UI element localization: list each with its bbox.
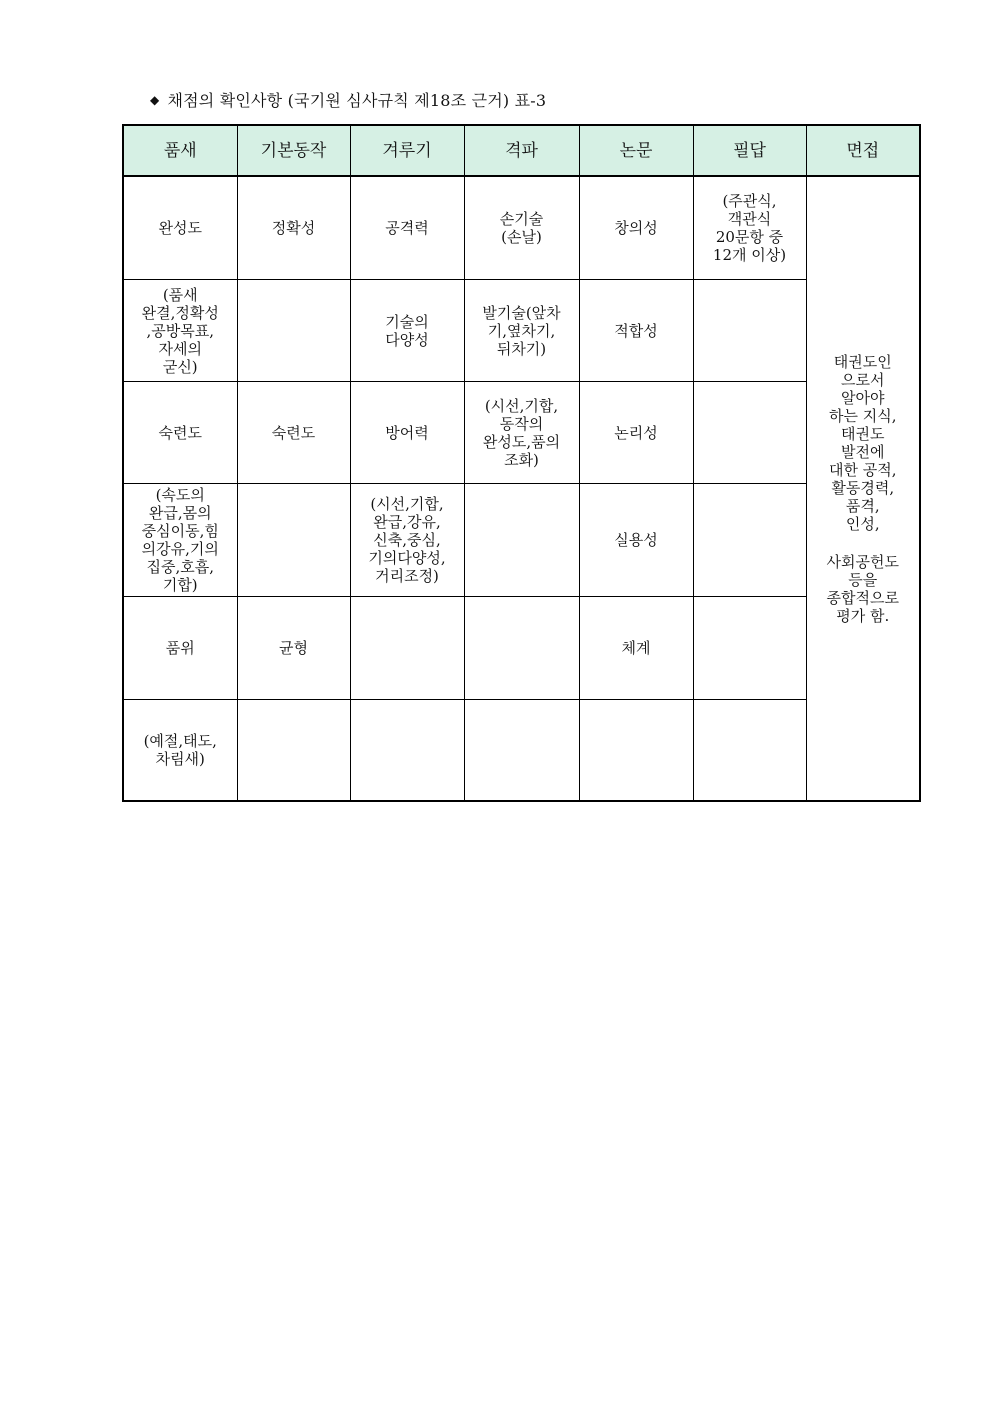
table-row (123, 700, 920, 802)
table-cell (693, 484, 806, 597)
table-row (123, 484, 920, 597)
cell-text-line: 완성도,품의 (482, 432, 561, 451)
cell-text-line: 객관식 (727, 210, 772, 228)
table-cell (237, 280, 350, 382)
cell-text-line: 기술의 (385, 312, 429, 331)
cell-text-line: 기,옆차기, (487, 321, 556, 340)
table-cell (237, 484, 350, 597)
cell-text-line: 20문항 중 (715, 228, 784, 246)
table-cell (579, 176, 693, 280)
interview-text-line: 으로서 (841, 370, 885, 389)
interview-text-line: 사회공헌도 (826, 552, 899, 571)
cell-text-line: 적합성 (614, 321, 658, 340)
cell-text-line: 기합) (162, 576, 198, 594)
header-cell-breaking: 격파 (464, 125, 579, 176)
diamond-bullet-icon: ◆ (150, 93, 160, 107)
table-cell (464, 597, 579, 700)
table-cell (579, 382, 693, 484)
cell-text-line: 체계 (621, 639, 651, 657)
table-caption (150, 88, 546, 111)
cell-text-line: 신축,중심, (373, 531, 441, 549)
cell-text-line: 차림새) (155, 750, 205, 768)
cell-text-line: 다양성 (385, 330, 429, 349)
cell-text-line: (예절,태도, (143, 732, 217, 750)
interview-text-line: 발전에 (841, 442, 885, 461)
cell-text-line: 집중,호흡, (146, 558, 214, 576)
cell-text-line: (손날) (501, 228, 542, 246)
cell-text-line: 논리성 (614, 423, 658, 442)
cell-text-line: 완급,몸의 (148, 504, 212, 522)
cell-text-line: 자세의 (158, 339, 202, 358)
table-cell (464, 700, 579, 802)
header-cell-interview: 면접 (806, 125, 920, 176)
cell-text-line: 기의다양성, (368, 549, 446, 567)
table-cell (693, 597, 806, 700)
cell-text-line: 품위 (165, 639, 195, 657)
cell-text-line: 발기술(앞차 (482, 303, 561, 322)
table-cell (237, 597, 350, 700)
table-cell (579, 280, 693, 382)
cell-text-line: 손기술 (499, 210, 544, 228)
table-cell (579, 484, 693, 597)
table-cell (350, 280, 464, 382)
table-cell (237, 382, 350, 484)
cell-text-line: 12개 이상) (712, 246, 787, 264)
cell-text-line: 조화) (504, 450, 539, 469)
interview-text-line: 인성, (845, 514, 880, 533)
table-cell (464, 280, 579, 382)
cell-text-line: 거리조정) (375, 567, 439, 585)
table-row (123, 176, 920, 280)
interview-text-line: 등을 (848, 570, 878, 589)
interview-text-line: 종합적으로 (826, 588, 899, 607)
cell-text-line: (시선,기합, (370, 495, 444, 513)
table-cell (693, 176, 806, 280)
interview-text-line: 평가 함. (836, 606, 890, 625)
table-cell (579, 597, 693, 700)
cell-text-line: 완급,강유, (373, 513, 441, 531)
header-cell-sparring: 겨루기 (350, 125, 464, 176)
table-cell (464, 382, 579, 484)
cell-text-line: 실용성 (614, 531, 658, 549)
cell-text-line: 정확성 (271, 219, 316, 237)
table-cell (464, 176, 579, 280)
interview-text-line: 품격, (845, 496, 880, 515)
cell-text-line: 중심이동,힘 (141, 522, 219, 540)
table-cell (693, 280, 806, 382)
table-cell (350, 597, 464, 700)
table-cell (237, 176, 350, 280)
interview-text-line: 태권도인 (833, 352, 892, 371)
table-cell (123, 176, 237, 280)
cell-text-line: ,공방목표, (146, 321, 214, 340)
cell-text-line: (속도의 (155, 486, 205, 504)
interview-criteria-cell (806, 176, 920, 801)
cell-text-line: 균형 (279, 639, 308, 657)
cell-text-line: 굳신) (162, 357, 198, 376)
cell-text-line: 뒤차기) (496, 339, 547, 358)
table-row (123, 597, 920, 700)
cell-text-line: 완성도 (158, 219, 202, 237)
interview-text-line: 하는 지식, (829, 406, 897, 425)
table-cell (693, 700, 806, 802)
interview-lines-group-1 (811, 353, 916, 533)
table-cell (350, 176, 464, 280)
table-cell (579, 700, 693, 802)
cell-text-line: 완결,정확성 (141, 303, 219, 322)
table-row (123, 280, 920, 382)
header-cell-written-test: 필답 (693, 125, 806, 176)
table-row (123, 382, 920, 484)
cell-text-line: 숙련도 (158, 423, 202, 442)
interview-text-line: 대한 공적, (829, 460, 897, 479)
table-cell (123, 280, 237, 382)
table-cell (123, 597, 237, 700)
cell-text-line: 숙련도 (271, 423, 316, 442)
table-cell (350, 382, 464, 484)
cell-text-line: 창의성 (614, 219, 658, 237)
cell-text-line: 공격력 (385, 219, 429, 237)
table-cell (123, 484, 237, 597)
table-cell (464, 484, 579, 597)
cell-text-line: (시선,기합, (484, 396, 559, 415)
table-cell (123, 382, 237, 484)
interview-lines-group-2 (811, 553, 916, 625)
cell-text-line: (주관식, (722, 192, 777, 210)
table-cell (237, 700, 350, 802)
header-cell-thesis: 논문 (579, 125, 693, 176)
header-cell-poomsae: 품새 (123, 125, 237, 176)
scoring-table (122, 124, 921, 802)
cell-text-line: (품새 (162, 285, 198, 304)
table-cell (350, 700, 464, 802)
table-cell (350, 484, 464, 597)
cell-text-line: 의강유,기의 (141, 540, 219, 558)
cell-text-line: 동작의 (499, 414, 544, 433)
caption-text: 채점의 확인사항 (국기원 심사규칙 제18조 근거) 표-3 (167, 91, 547, 110)
header-row (123, 125, 920, 176)
table-cell (123, 700, 237, 802)
header-cell-basic-moves: 기본동작 (237, 125, 350, 176)
interview-text-line: 태권도 (841, 424, 885, 443)
interview-text-line: 활동경력, (831, 478, 895, 497)
table-cell (693, 382, 806, 484)
interview-text-line: 알아야 (841, 388, 885, 407)
cell-text-line: 방어력 (385, 423, 429, 442)
